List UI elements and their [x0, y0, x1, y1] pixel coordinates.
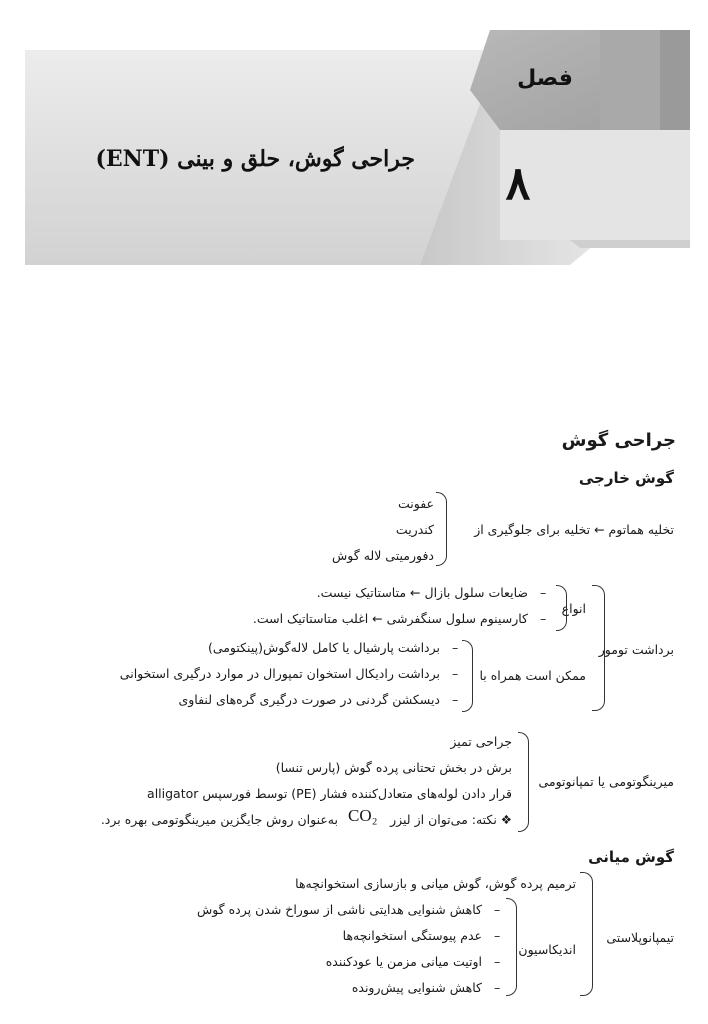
dash: – — [540, 611, 547, 626]
dash: – — [452, 692, 459, 707]
co2-label: CO₂ — [348, 806, 378, 825]
myringotomy-note-suffix: به‌عنوان روش جایگزین میرینگوتومی بهره برد. — [100, 812, 338, 827]
tumor-may-label: ممکن است همراه با — [479, 668, 586, 683]
indication-item: کاهش شنوایی هدایتی ناشی از سوراخ شدن پرده گوش — [196, 902, 482, 917]
tympanoplasty-label: تیمپانوپلاستی — [606, 930, 674, 945]
outer-ear-title: گوش خارجی — [578, 469, 674, 487]
middle-ear-title: گوش میانی — [588, 848, 674, 866]
indication-item: اوتیت میانی مزمن یا عودکننده — [325, 954, 482, 969]
dash: – — [494, 928, 501, 943]
dash: – — [452, 666, 459, 681]
dash: – — [494, 902, 501, 917]
myringotomy-item: قرار دادن لوله‌های متعادل‌کننده فشار (PE) توسط فورسپس alligator — [147, 786, 512, 801]
indications-label: اندیکاسیون — [518, 942, 576, 957]
section-title: جراحی گوش — [561, 430, 676, 451]
myringotomy-item: جراحی تمیز — [450, 734, 512, 749]
hematoma-item: دفورمیتی لاله گوش — [332, 548, 434, 563]
may-brace — [462, 640, 473, 712]
may-item: دیسکشن گردنی در صورت درگیری گره‌های لنفاوی — [178, 692, 440, 707]
hematoma-lead: تخلیه هماتوم ← تخلیه برای جلوگیری از — [474, 522, 674, 537]
hematoma-item: عفونت — [398, 496, 434, 511]
myringotomy-item: برش در بخش تحتانی پرده گوش (پارس تنسا) — [275, 760, 512, 775]
tumor-brace — [592, 585, 605, 711]
tympanoplasty-desc: ترمیم پرده گوش، گوش میانی و بازسازی استخوانچه‌ها — [295, 876, 576, 891]
chapter-number: ۸ — [505, 156, 531, 210]
dash: – — [494, 954, 501, 969]
chapter-title: جراحی گوش، حلق و بینی (ENT) — [95, 146, 415, 172]
dash: – — [452, 640, 459, 655]
myringotomy-brace — [518, 732, 529, 832]
myringotomy-note-prefix: ❖ نکته: می‌توان از لیزر — [390, 812, 512, 827]
myringotomy-label: میرینگوتومی یا تمپانوتومی — [538, 774, 674, 789]
indications-brace — [506, 898, 517, 996]
tympanoplasty-brace — [580, 872, 593, 996]
types-brace — [556, 585, 567, 631]
tumor-label: برداشت تومور — [598, 642, 674, 657]
may-item: برداشت رادیکال استخوان تمپورال در موارد درگیری استخوانی — [119, 666, 440, 681]
tumor-types-label: انواع — [561, 601, 586, 616]
dash: – — [540, 585, 547, 600]
indication-item: عدم پیوستگی استخوانچه‌ها — [342, 928, 482, 943]
hematoma-brace — [436, 492, 447, 566]
tumor-type: کارسینوم سلول سنگفرشی ← اغلب متاستاتیک است. — [252, 611, 528, 626]
may-item: برداشت پارشیال یا کامل لاله‌گوش(پینکتومی) — [207, 640, 440, 655]
chapter-banner — [0, 0, 708, 280]
tumor-type: ضایعات سلول بازال ← متاستاتیک نیست. — [316, 585, 528, 600]
indication-item: کاهش شنوایی پیش‌رونده — [351, 980, 482, 995]
hematoma-item: کندریت — [395, 522, 434, 537]
chapter-label: فصل — [517, 66, 573, 91]
dash: – — [494, 980, 501, 995]
